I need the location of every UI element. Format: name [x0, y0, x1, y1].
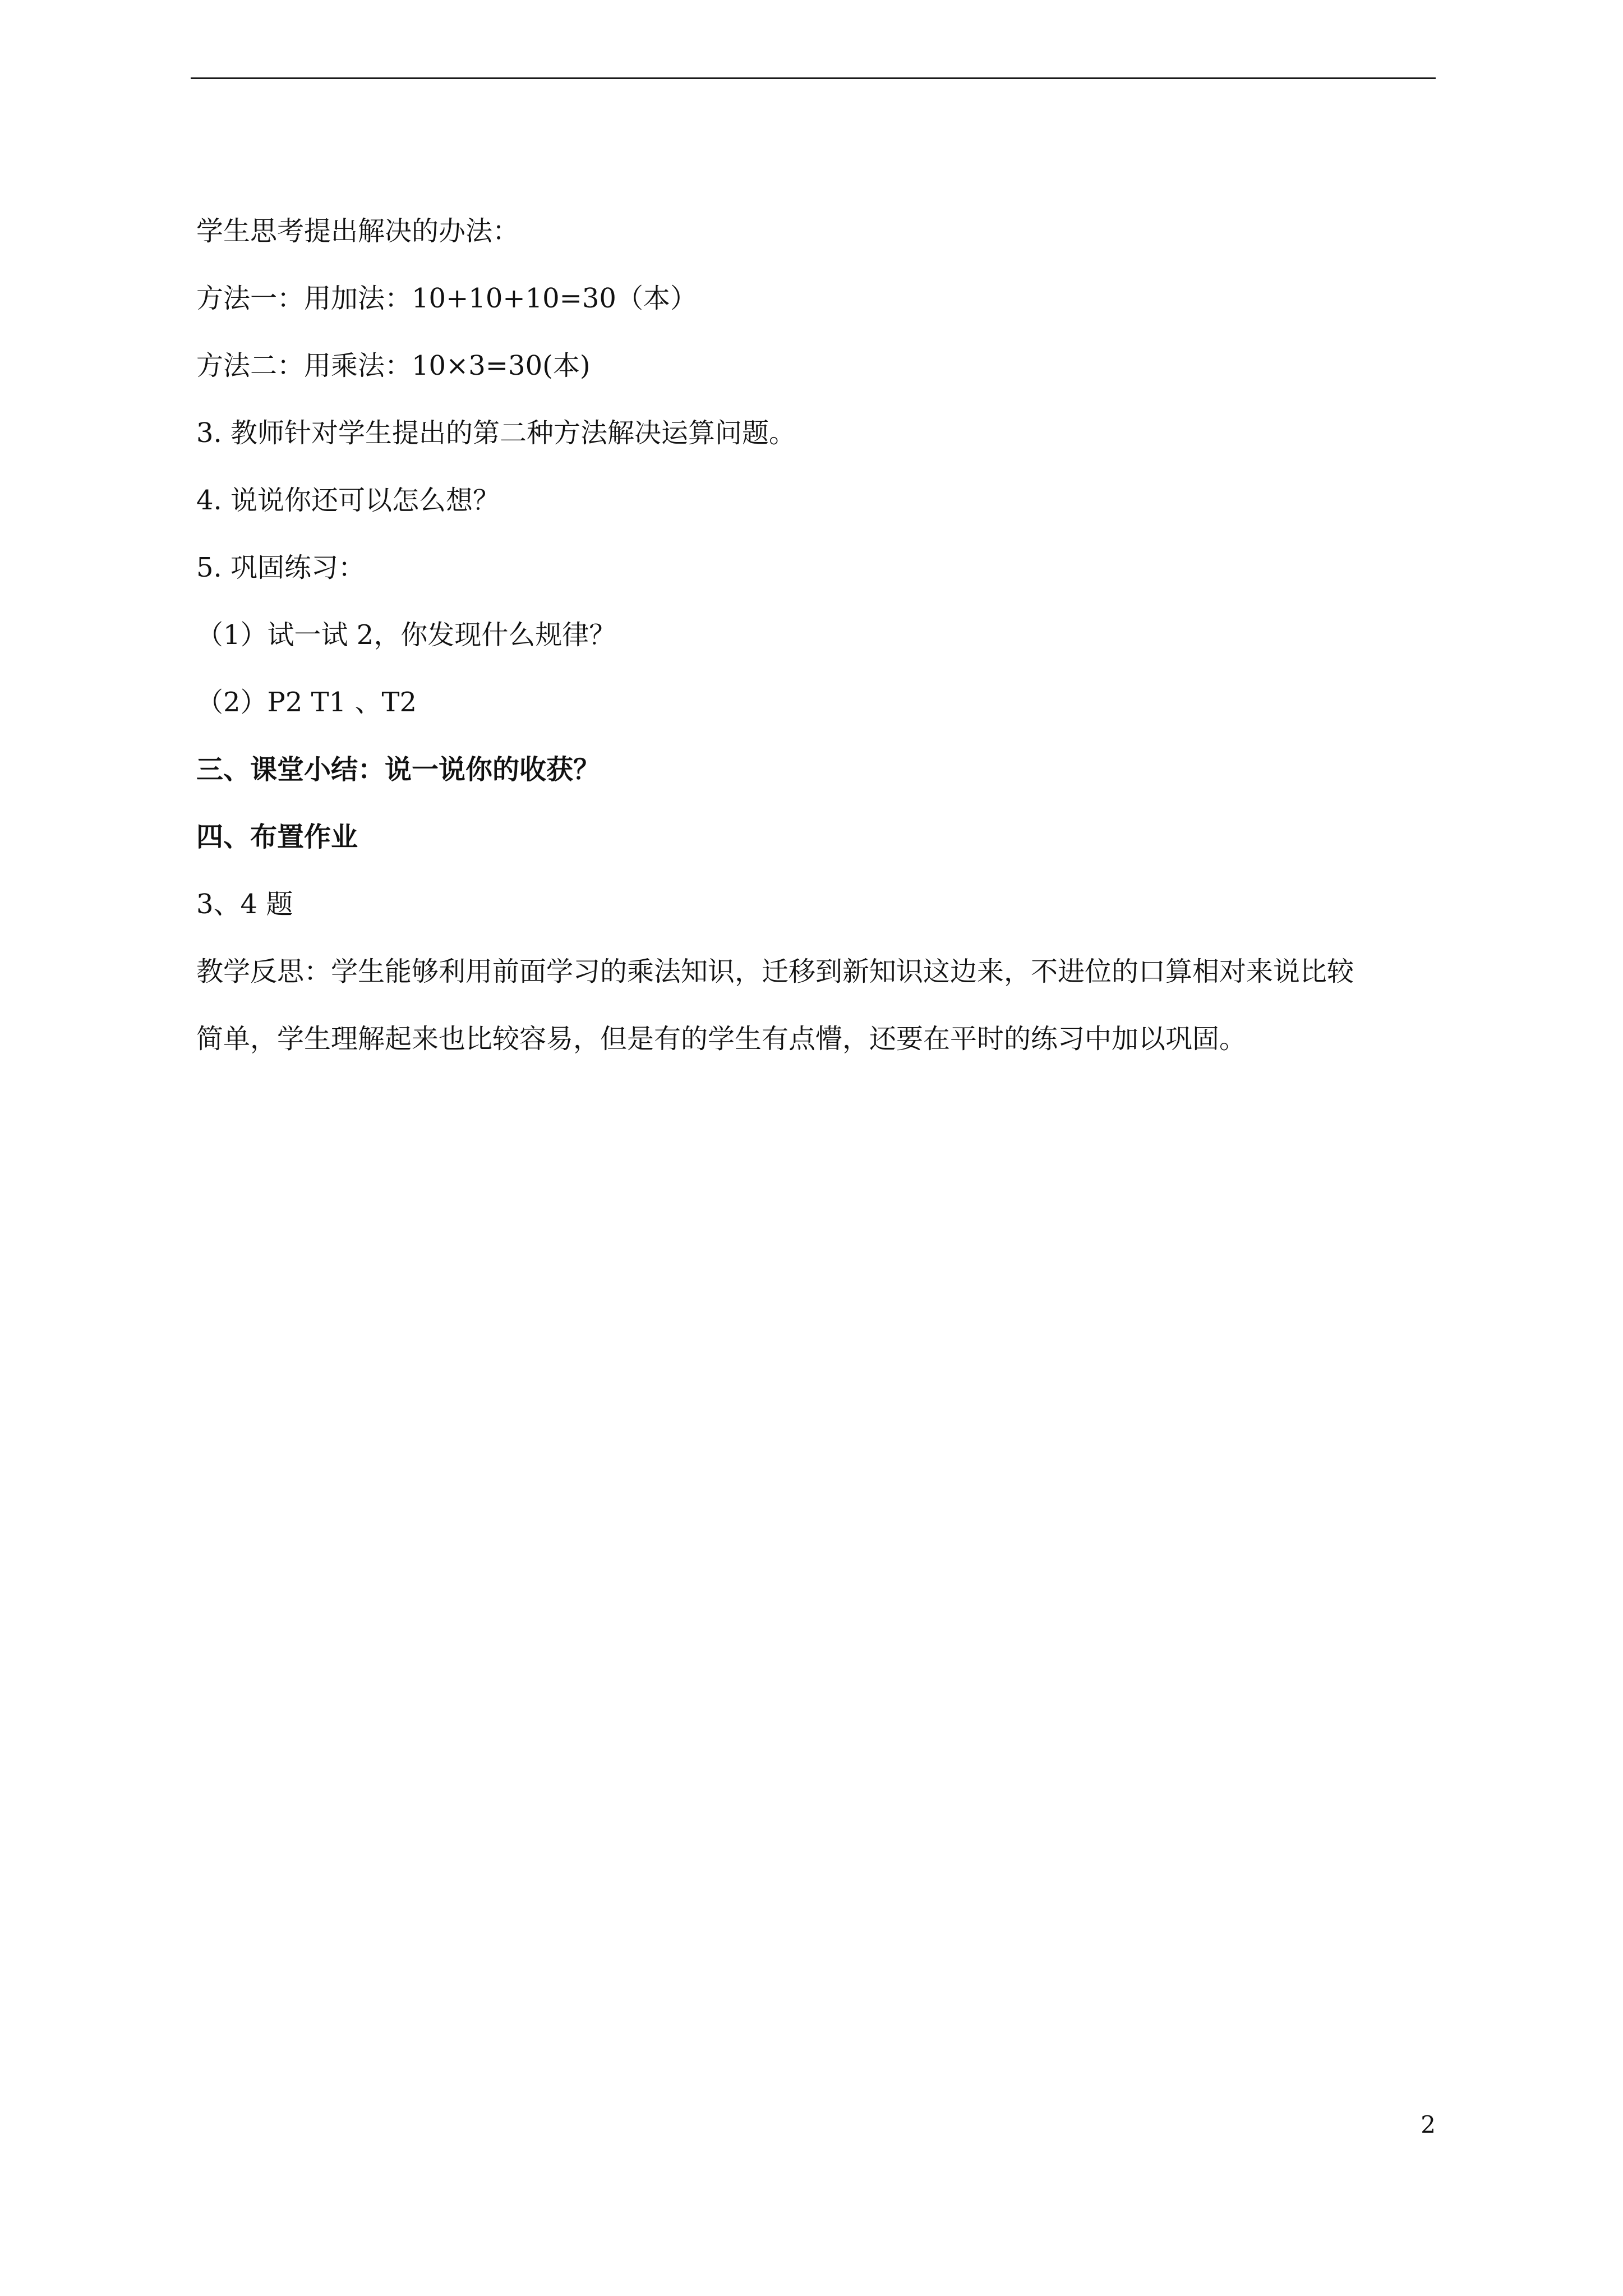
text-line: 方法二：用乘法：10×3=30(本): [196, 350, 591, 381]
header-rule: [191, 77, 1436, 79]
text-line: 3. 教师针对学生提出的第二种方法解决运算问题。: [196, 417, 796, 449]
reflection-paragraph: [196, 953, 1436, 1058]
text-line: 4. 说说你还可以怎么想？: [196, 485, 500, 516]
section-heading-homework: 四、布置作业: [196, 821, 358, 853]
text-line: 学生思考提出解决的办法：: [196, 215, 520, 247]
text-line: （1）试一试 2，你发现什么规律？: [196, 619, 616, 651]
text-line: 方法一：用加法：10+10+10=30（本）: [196, 283, 697, 314]
page-number: 2: [1421, 2111, 1436, 2138]
text-line: 5. 巩固练习：: [196, 552, 366, 583]
text-line: （2）P2 T1 、T2: [196, 687, 417, 718]
reflection-line: 教学反思：学生能够利用前面学习的乘法知识，迁移到新知识这边来，不进位的口算相对来说比较: [196, 956, 1354, 987]
document-body: [196, 212, 1436, 1087]
homework-items: 3、4 题: [196, 889, 293, 920]
reflection-line: 简单，学生理解起来也比较容易，但是有的学生有点懵，还要在平时的练习中加以巩固。: [196, 1023, 1247, 1055]
section-heading-summary: 三、课堂小结：说一说你的收获？: [196, 754, 601, 785]
